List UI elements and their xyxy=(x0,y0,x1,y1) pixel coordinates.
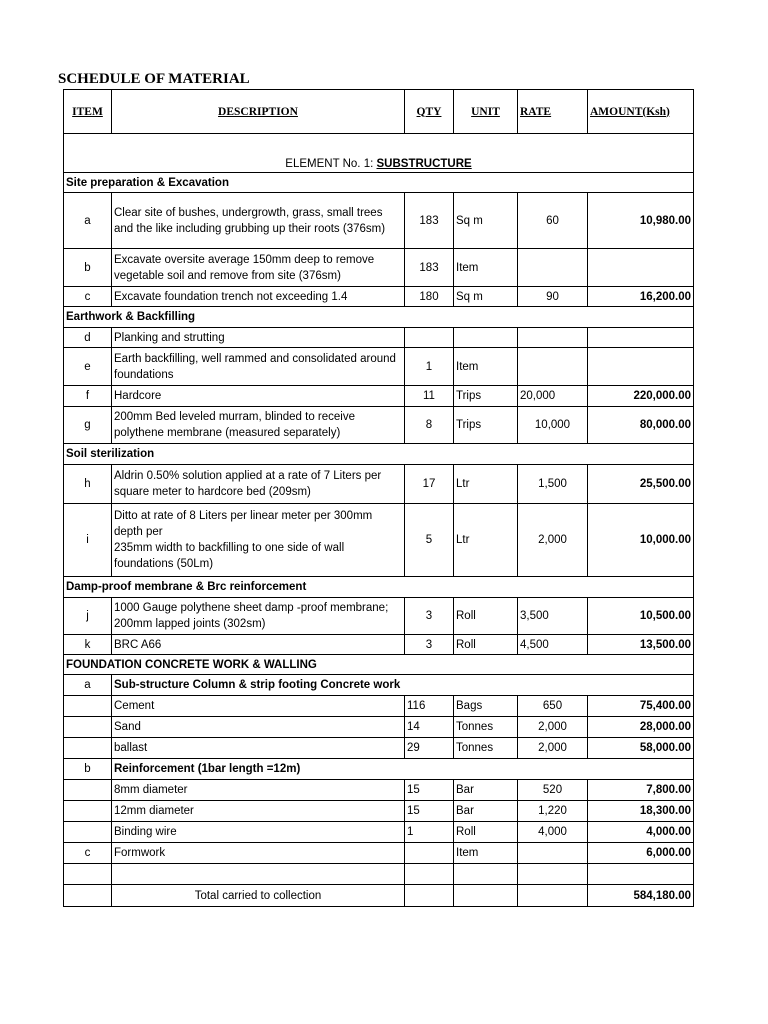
table-row xyxy=(64,738,694,759)
row-qty: 17 xyxy=(405,465,454,504)
row-qty xyxy=(405,864,454,885)
table-row xyxy=(64,287,694,307)
row-description: Formwork xyxy=(112,843,405,864)
row-unit: Roll xyxy=(454,598,518,635)
total-label: Total carried to collection xyxy=(112,885,405,907)
subsection-title: Sub-structure Column & strip footing Concrete work xyxy=(112,675,694,696)
row-description xyxy=(112,504,405,577)
row-qty: 3 xyxy=(405,635,454,655)
row-description: 200mm Bed leveled murram, blinded to receive polythene membrane (measured separately) xyxy=(112,407,405,444)
row-description: Earth backfilling, well rammed and consolidated around foundations xyxy=(112,348,405,386)
section-site-preparation: Site preparation & Excavation xyxy=(64,173,694,193)
row-unit: Roll xyxy=(454,822,518,843)
row-amount xyxy=(588,328,694,348)
row-item: b xyxy=(64,759,112,780)
row-unit: Trips xyxy=(454,407,518,444)
row-amount: 13,500.00 xyxy=(588,635,694,655)
table-row xyxy=(64,759,694,780)
row-item: a xyxy=(64,675,112,696)
table-row xyxy=(64,328,694,348)
section-damp-proof: Damp-proof membrane & Brc reinforcement xyxy=(64,577,694,598)
header-amount-label: AMOUNT xyxy=(590,105,643,118)
row-rate xyxy=(518,348,588,386)
table-row xyxy=(64,843,694,864)
table-row xyxy=(64,696,694,717)
row-qty: 183 xyxy=(405,249,454,287)
table-row xyxy=(64,407,694,444)
row-qty xyxy=(405,843,454,864)
row-item xyxy=(64,717,112,738)
row-rate: 2,000 xyxy=(518,717,588,738)
row-amount: 75,400.00 xyxy=(588,696,694,717)
row-description xyxy=(112,864,405,885)
row-qty: 11 xyxy=(405,386,454,407)
row-description: ballast xyxy=(112,738,405,759)
row-unit: Sq m xyxy=(454,193,518,249)
row-unit: Roll xyxy=(454,635,518,655)
document-title: SCHEDULE OF MATERIAL xyxy=(58,71,250,87)
row-qty xyxy=(405,328,454,348)
row-description: Excavate foundation trench not exceeding 1.4 xyxy=(112,287,405,307)
row-unit: Ltr xyxy=(454,504,518,577)
section-foundation: FOUNDATION CONCRETE WORK & WALLING xyxy=(64,655,694,675)
row-unit: Tonnes xyxy=(454,717,518,738)
row-unit xyxy=(454,328,518,348)
row-description: BRC A66 xyxy=(112,635,405,655)
row-description: 8mm diameter xyxy=(112,780,405,801)
row-unit: Bags xyxy=(454,696,518,717)
table-row xyxy=(64,635,694,655)
row-unit: Tonnes xyxy=(454,738,518,759)
row-qty xyxy=(405,885,454,907)
row-item: h xyxy=(64,465,112,504)
header-rate: RATE xyxy=(518,90,588,134)
row-amount: 25,500.00 xyxy=(588,465,694,504)
row-item xyxy=(64,738,112,759)
row-amount xyxy=(588,864,694,885)
row-rate xyxy=(518,885,588,907)
table-row xyxy=(64,465,694,504)
row-unit: Bar xyxy=(454,801,518,822)
row-description: Planking and strutting xyxy=(112,328,405,348)
section-row xyxy=(64,577,694,598)
row-item: j xyxy=(64,598,112,635)
row-amount: 10,980.00 xyxy=(588,193,694,249)
header-qty: QTY xyxy=(405,90,454,134)
row-item: a xyxy=(64,193,112,249)
row-item: d xyxy=(64,328,112,348)
row-rate: 4,500 xyxy=(518,635,588,655)
row-rate xyxy=(518,249,588,287)
section-row xyxy=(64,307,694,328)
row-item: f xyxy=(64,386,112,407)
table-row xyxy=(64,717,694,738)
row-amount: 18,300.00 xyxy=(588,801,694,822)
row-amount: 16,200.00 xyxy=(588,287,694,307)
row-item xyxy=(64,885,112,907)
element-heading xyxy=(64,134,694,173)
row-unit: Item xyxy=(454,249,518,287)
table-row xyxy=(64,249,694,287)
row-amount xyxy=(588,348,694,386)
row-item: i xyxy=(64,504,112,577)
row-description: 12mm diameter xyxy=(112,801,405,822)
row-item xyxy=(64,864,112,885)
table-row xyxy=(64,504,694,577)
row-unit: Item xyxy=(454,843,518,864)
row-item xyxy=(64,801,112,822)
total-row xyxy=(64,885,694,907)
row-item xyxy=(64,822,112,843)
table-row xyxy=(64,193,694,249)
row-item: c xyxy=(64,843,112,864)
section-row xyxy=(64,444,694,465)
row-qty: 180 xyxy=(405,287,454,307)
header-row xyxy=(64,90,694,134)
row-description: 1000 Gauge polythene sheet damp -proof membrane; 200mm lapped joints (302sm) xyxy=(112,598,405,635)
row-unit: Trips xyxy=(454,386,518,407)
row-rate: 90 xyxy=(518,287,588,307)
row-rate: 3,500 xyxy=(518,598,588,635)
table-row xyxy=(64,780,694,801)
table-row xyxy=(64,386,694,407)
total-amount: 584,180.00 xyxy=(588,885,694,907)
row-amount: 220,000.00 xyxy=(588,386,694,407)
row-description: Excavate oversite average 150mm deep to remove vegetable soil and remove from site (376sm) xyxy=(112,249,405,287)
row-unit: Bar xyxy=(454,780,518,801)
section-row xyxy=(64,173,694,193)
table-row xyxy=(64,864,694,885)
row-qty: 15 xyxy=(405,780,454,801)
row-unit: Ltr xyxy=(454,465,518,504)
row-amount: 28,000.00 xyxy=(588,717,694,738)
row-rate: 1,220 xyxy=(518,801,588,822)
row-amount: 4,000.00 xyxy=(588,822,694,843)
row-rate: 2,000 xyxy=(518,504,588,577)
row-item: c xyxy=(64,287,112,307)
row-amount xyxy=(588,249,694,287)
header-amount-currency: (Ksh) xyxy=(642,105,670,118)
section-row xyxy=(64,655,694,675)
row-description-line: 235mm width to backfilling to one side of wall foundations (50Lm) xyxy=(114,542,345,570)
row-description: Sand xyxy=(112,717,405,738)
row-qty: 14 xyxy=(405,717,454,738)
row-description-line: Ditto at rate of 8 Liters per linear meter per 300mm depth per xyxy=(114,510,373,538)
row-unit xyxy=(454,864,518,885)
section-soil-sterilization: Soil sterilization xyxy=(64,444,694,465)
row-description: Binding wire xyxy=(112,822,405,843)
row-amount: 10,500.00 xyxy=(588,598,694,635)
row-description: Clear site of bushes, undergrowth, grass, small trees and the like including grubbing up their roots (376sm) xyxy=(112,193,405,249)
row-rate: 650 xyxy=(518,696,588,717)
row-qty: 5 xyxy=(405,504,454,577)
header-item: ITEM xyxy=(64,90,112,134)
row-unit xyxy=(454,885,518,907)
row-item: b xyxy=(64,249,112,287)
row-rate: 2,000 xyxy=(518,738,588,759)
row-item: e xyxy=(64,348,112,386)
table-row xyxy=(64,348,694,386)
row-rate: 20,000 xyxy=(518,386,588,407)
header-amount xyxy=(588,90,694,134)
row-rate: 10,000 xyxy=(518,407,588,444)
row-amount: 80,000.00 xyxy=(588,407,694,444)
row-unit: Item xyxy=(454,348,518,386)
row-item xyxy=(64,780,112,801)
element-name: SUBSTRUCTURE xyxy=(376,158,472,170)
row-description: Hardcore xyxy=(112,386,405,407)
row-rate: 4,000 xyxy=(518,822,588,843)
row-qty: 1 xyxy=(405,348,454,386)
row-rate: 60 xyxy=(518,193,588,249)
row-amount: 10,000.00 xyxy=(588,504,694,577)
element-row xyxy=(64,134,694,173)
row-item xyxy=(64,696,112,717)
subsection-title: Reinforcement (1bar length =12m) xyxy=(112,759,694,780)
row-amount: 58,000.00 xyxy=(588,738,694,759)
header-unit: UNIT xyxy=(454,90,518,134)
row-qty: 183 xyxy=(405,193,454,249)
table-row xyxy=(64,598,694,635)
row-unit: Sq m xyxy=(454,287,518,307)
row-qty: 116 xyxy=(405,696,454,717)
row-rate xyxy=(518,843,588,864)
section-earthwork: Earthwork & Backfilling xyxy=(64,307,694,328)
row-rate xyxy=(518,864,588,885)
row-qty: 1 xyxy=(405,822,454,843)
header-description: DESCRIPTION xyxy=(112,90,405,134)
row-amount: 7,800.00 xyxy=(588,780,694,801)
row-rate: 1,500 xyxy=(518,465,588,504)
row-qty: 15 xyxy=(405,801,454,822)
table-row xyxy=(64,675,694,696)
row-qty: 29 xyxy=(405,738,454,759)
table-row xyxy=(64,822,694,843)
schedule-table xyxy=(63,89,694,907)
row-description: Aldrin 0.50% solution applied at a rate of 7 Liters per square meter to hardcore bed (209sm) xyxy=(112,465,405,504)
row-qty: 8 xyxy=(405,407,454,444)
row-qty: 3 xyxy=(405,598,454,635)
element-prefix: ELEMENT No. 1: xyxy=(285,158,374,170)
row-rate xyxy=(518,328,588,348)
row-item: g xyxy=(64,407,112,444)
row-description: Cement xyxy=(112,696,405,717)
table-row xyxy=(64,801,694,822)
row-item: k xyxy=(64,635,112,655)
row-rate: 520 xyxy=(518,780,588,801)
row-amount: 6,000.00 xyxy=(588,843,694,864)
